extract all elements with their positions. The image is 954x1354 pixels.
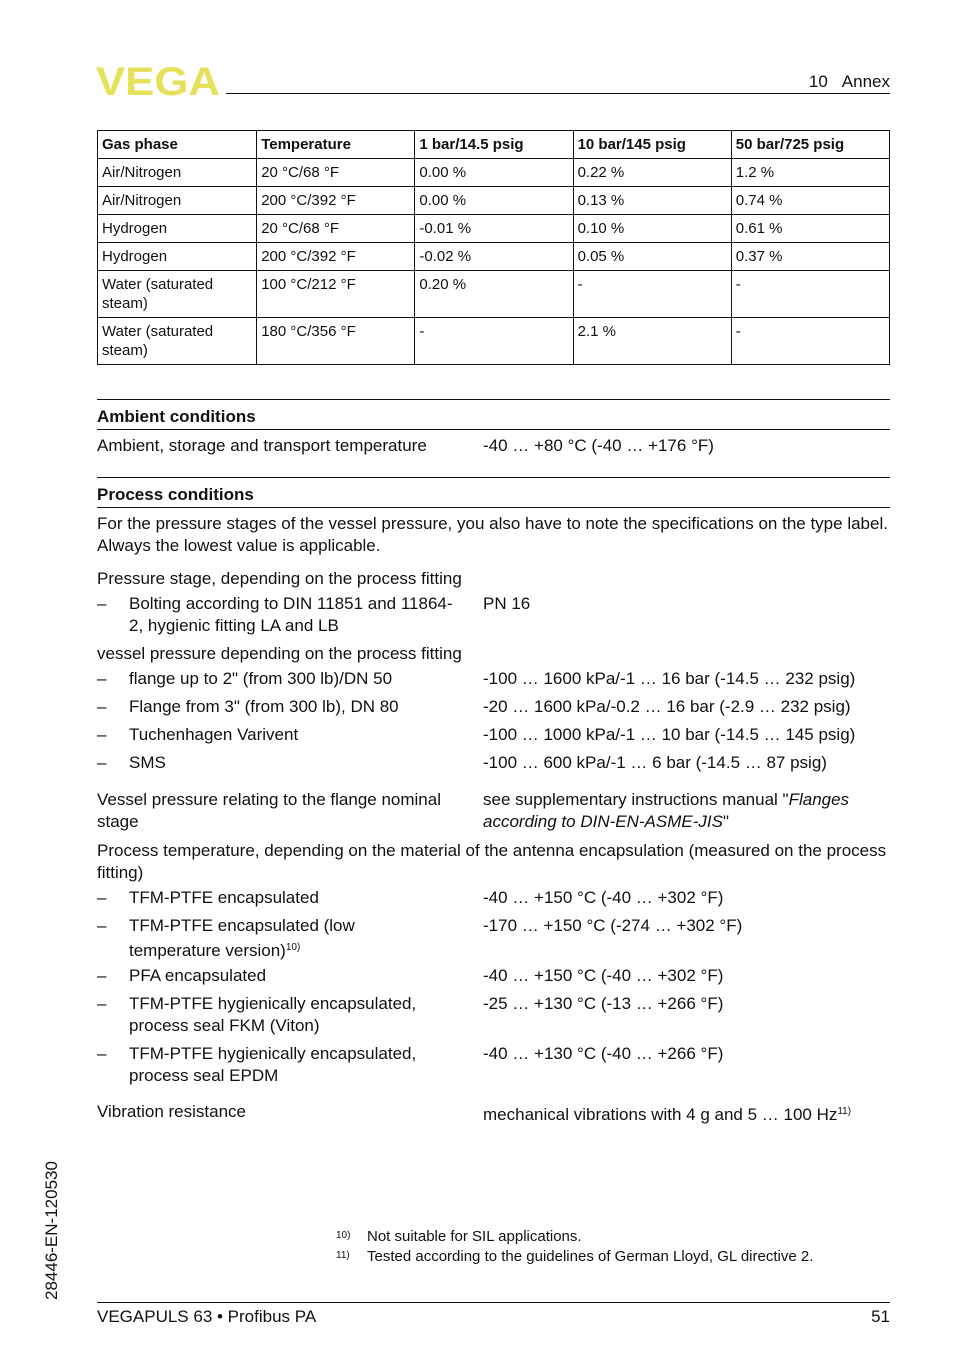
table-cell: 0.00 %: [415, 187, 573, 215]
flange-manual-title: Flanges according to DIN-EN-ASME-JIS: [483, 790, 850, 831]
table-cell: 0.00 %: [415, 159, 573, 187]
vessel-pressure-item-label: SMS: [129, 753, 166, 772]
table-cell: 200 °C/392 °F: [257, 187, 415, 215]
footnote-text: Not suitable for SIL applications.: [367, 1228, 582, 1245]
list-dash: –: [97, 1044, 107, 1063]
vessel-pressure-item-value: -100 … 1600 kPa/-1 … 16 bar (-14.5 … 232 psig): [483, 669, 856, 688]
section-rule: [97, 399, 890, 400]
vibration-value: [483, 1101, 903, 1126]
temp-item-value: -25 … +130 °C (-13 … +266 °F): [483, 994, 724, 1013]
vessel-pressure-item-value: -100 … 600 kPa/-1 … 6 bar (-14.5 … 87 psig): [483, 753, 827, 772]
process-temp-label: Process temperature, depending on the material of the antenna encapsulation (measured on the process fitting): [97, 841, 887, 882]
section-rule: [97, 477, 890, 478]
table-cell: Water (saturated steam): [98, 318, 257, 365]
table-cell: 0.61 %: [731, 215, 889, 243]
temp-item-value: -40 … +150 °C (-40 … +302 °F): [483, 966, 724, 985]
footnote-text: Tested according to the guidelines of German Lloyd, GL directive 2.: [367, 1248, 814, 1265]
table-row: [98, 159, 890, 187]
vessel-pressure-item-value: -20 … 1600 kPa/-0.2 … 16 bar (-2.9 … 232 psig): [483, 697, 851, 716]
list-dash: –: [97, 753, 107, 772]
table-cell: -: [731, 271, 889, 318]
flange-value-quote: ": [722, 812, 729, 831]
temp-item-value: -40 … +150 °C (-40 … +302 °F): [483, 888, 724, 907]
vibration-value-text: mechanical vibrations with 4 g and 5 … 100 Hz: [483, 1105, 838, 1124]
header-cell: 10 bar/145 psig: [573, 131, 731, 159]
table-cell: 100 °C/212 °F: [257, 271, 415, 318]
gas-phase-table: [97, 130, 890, 365]
temp-item-value: -40 … +130 °C (-40 … +266 °F): [483, 1044, 724, 1063]
table-cell: 180 °C/356 °F: [257, 318, 415, 365]
list-dash: –: [97, 669, 107, 688]
list-dash: –: [97, 916, 107, 935]
table-cell: 20 °C/68 °F: [257, 159, 415, 187]
table-row: [98, 187, 890, 215]
table-cell: -: [731, 318, 889, 365]
vega-logo: [96, 64, 220, 98]
table-cell: Air/Nitrogen: [98, 187, 257, 215]
footnote-number: 10): [336, 1230, 351, 1241]
vessel-pressure-label: vessel pressure depending on the process fitting: [97, 644, 462, 663]
ambient-value: -40 … +80 °C (-40 … +176 °F): [483, 436, 714, 455]
list-dash: –: [97, 594, 107, 613]
page-number: 51: [871, 1307, 890, 1326]
table-cell: 2.1 %: [573, 318, 731, 365]
table-cell: 1.2 %: [731, 159, 889, 187]
header-cell: Gas phase: [98, 131, 257, 159]
document-code: 28446-EN-120530: [42, 1161, 61, 1300]
table-cell: 0.22 %: [573, 159, 731, 187]
flange-label: Vessel pressure relating to the flange nominal stage: [97, 790, 441, 831]
vessel-pressure-item-label: flange up to 2" (from 300 lb)/DN 50: [129, 669, 393, 688]
table-row: [98, 318, 890, 365]
flange-value: [483, 789, 883, 833]
pressure-stage-item-label: Bolting according to DIN 11851 and 11864-2, hygienic fitting LA and LB: [129, 594, 453, 635]
process-heading: Process conditions: [97, 485, 254, 504]
table-cell: Air/Nitrogen: [98, 159, 257, 187]
ambient-heading: Ambient conditions: [97, 407, 256, 426]
pressure-stage-item-value: PN 16: [483, 594, 531, 613]
footnote-ref: 11): [837, 1106, 852, 1117]
table-cell: -: [415, 318, 573, 365]
footer-rule: [97, 1302, 890, 1303]
temp-item-label: PFA encapsulated: [129, 966, 267, 985]
table-cell: 0.13 %: [573, 187, 731, 215]
flange-value-text: see supplementary instructions manual ": [483, 790, 789, 809]
table-row: [98, 243, 890, 271]
vibration-label: Vibration resistance: [97, 1102, 246, 1121]
table-cell: 200 °C/392 °F: [257, 243, 415, 271]
table-cell: 0.74 %: [731, 187, 889, 215]
pressure-stage-label: Pressure stage, depending on the process fitting: [97, 569, 462, 588]
header-rule: [226, 93, 890, 94]
table-cell: Hydrogen: [98, 243, 257, 271]
table-cell: -0.02 %: [415, 243, 573, 271]
temp-item-label: TFM-PTFE hygienically encapsulated, process seal FKM (Viton): [129, 994, 417, 1035]
table-cell: 0.20 %: [415, 271, 573, 318]
table-cell: Water (saturated steam): [98, 271, 257, 318]
section-rule: [97, 507, 890, 508]
table-cell: 0.05 %: [573, 243, 731, 271]
temp-item-text: TFM-PTFE encapsulated (low temperature version): [129, 916, 355, 960]
table-cell: -0.01 %: [415, 215, 573, 243]
vessel-pressure-item-label: Tuchenhagen Varivent: [129, 725, 299, 744]
footnote-ref: 10): [285, 942, 301, 953]
table-cell: -: [573, 271, 731, 318]
vessel-pressure-item-value: -100 … 1000 kPa/-1 … 10 bar (-14.5 … 145 psig): [483, 725, 856, 744]
section-title: Annex: [841, 72, 890, 91]
footer-title: VEGAPULS 63 • Profibus PA: [97, 1307, 317, 1326]
list-dash: –: [97, 994, 107, 1013]
footnote-number: 11): [336, 1250, 350, 1261]
header-cell: Temperature: [257, 131, 415, 159]
vessel-pressure-item-label: Flange from 3" (from 300 lb), DN 80: [129, 697, 399, 716]
temp-item-value: -170 … +150 °C (-274 … +302 °F): [483, 916, 743, 935]
temp-item-label: TFM-PTFE hygienically encapsulated, process seal EPDM: [129, 1044, 417, 1085]
table-cell: 0.37 %: [731, 243, 889, 271]
table-row: [98, 215, 890, 243]
header-cell: 50 bar/725 psig: [731, 131, 889, 159]
table-cell: Hydrogen: [98, 215, 257, 243]
temp-item-label: [129, 915, 444, 962]
table-cell: 0.10 %: [573, 215, 731, 243]
section-number: 10: [808, 72, 828, 91]
table-cell: 20 °C/68 °F: [257, 215, 415, 243]
list-dash: –: [97, 697, 107, 716]
list-dash: –: [97, 725, 107, 744]
list-dash: –: [97, 888, 107, 907]
list-dash: –: [97, 966, 107, 985]
section-label: [809, 72, 890, 92]
process-intro: For the pressure stages of the vessel pressure, you also have to note the specifications on the type label. Always the lowest value is applicable.: [97, 514, 888, 555]
header-cell: 1 bar/14.5 psig: [415, 131, 573, 159]
temp-item-label: TFM-PTFE encapsulated: [129, 888, 319, 907]
section-rule: [97, 429, 890, 430]
ambient-label: Ambient, storage and transport temperature: [97, 436, 427, 455]
table-row: [98, 271, 890, 318]
table-header-row: [98, 131, 890, 159]
svg-text:VEGA: VEGA: [96, 64, 220, 98]
